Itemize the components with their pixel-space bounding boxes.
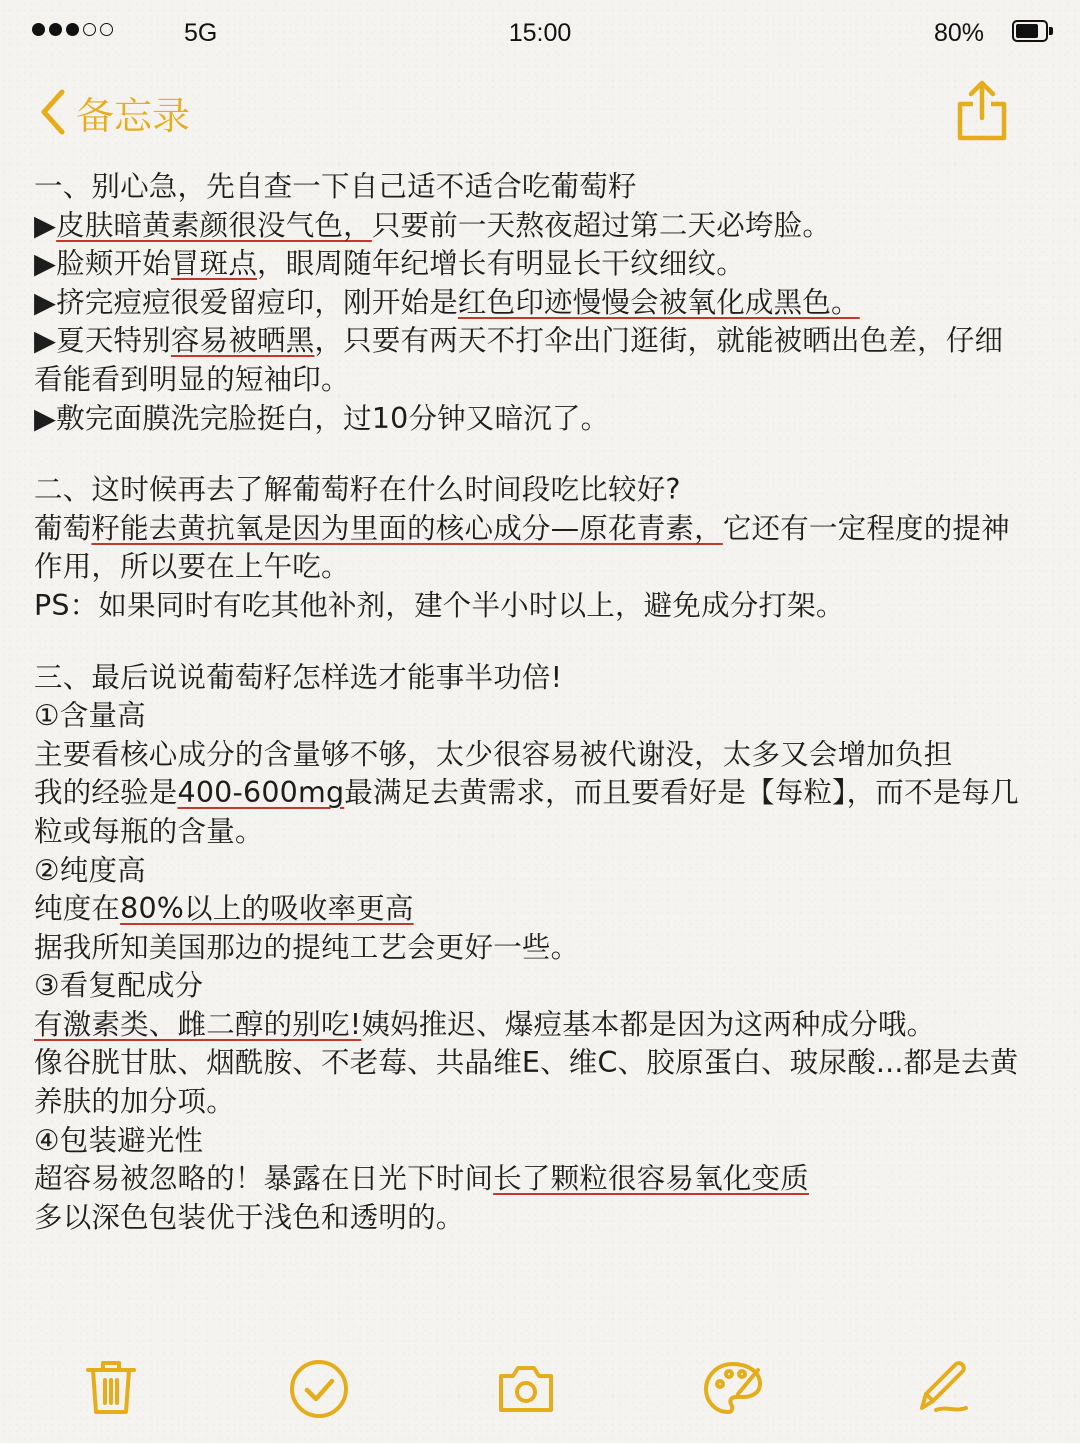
trash-icon [76,1350,146,1430]
note-line [34,929,1054,968]
underlined-text: 400-600mg [177,776,345,810]
back-button[interactable] [36,80,190,144]
back-label: 备忘录 [76,93,191,138]
bottom-toolbar [0,1350,1080,1430]
note-text: 看能看到明显的短袖印。 [34,362,350,396]
note-line [34,1122,1054,1161]
status-bar [0,0,1080,64]
note-text: ④包装避光性 [34,1123,204,1157]
note-line [34,1006,1054,1045]
underlined-text: 长了颗粒很容易氧化变质 [493,1162,809,1196]
note-text: 养肤的加分项。 [34,1085,235,1119]
note-text: 作用，所以要在上午吃。 [34,550,350,584]
note-text: 二、这时候再去了解葡萄籽在什么时间段吃比较好? [34,473,681,507]
note-line [34,361,1054,400]
network-type: 5G [184,19,218,47]
note-text: 据我所知美国那边的提纯工艺会更好一些。 [34,930,580,964]
note-line [34,890,1054,929]
note-line [34,1160,1054,1199]
note-line [34,813,1054,852]
note-text: 多以深色包装优于浅色和透明的。 [34,1200,465,1234]
underlined-text: 容易被晒黑 [170,324,315,358]
note-text: 一、别心急，先自查一下自己适不适合吃葡萄籽 [34,170,637,203]
note-text: 葡萄 [34,511,92,545]
note-text: 只要前一天熬夜超过第二天必垮脸。 [371,208,832,242]
note-text: ①含量高 [34,699,146,733]
battery-percentage: 80% [933,19,984,47]
camera-button[interactable] [491,1350,561,1430]
note-text: ②纯度高 [34,853,146,887]
note-text: 姨妈推迟、爆痘基本都是因为这两种成分哦。 [361,1007,936,1041]
note-line [34,168,1054,207]
note-line [34,1083,1054,1122]
camera-icon [491,1350,561,1430]
note-line [34,245,1054,284]
note-text: ，只要有两天不打伞出门逛街，就能被晒出色差，仔细 [314,324,1004,358]
note-line [34,659,1054,698]
palette-icon [698,1350,768,1430]
underlined-text: 籽能去黄抗氧是因为里面的核心成分—原花青素， [91,511,723,545]
underlined-text: 80%以上的吸收率更高 [120,892,414,926]
chevron-left-icon [36,86,70,138]
paragraph-gap [34,438,1054,471]
note-text: 它还有一定程度的提神 [722,511,1010,545]
note-text: ▶敷完面膜洗完脸挺白，过10分钟又暗沉了。 [34,401,610,435]
paragraph-gap [34,626,1054,659]
note-line [34,587,1054,626]
note-text: 主要看核心成分的含量够不够，太少很容易被代谢没，太多又会增加负担 [34,737,953,771]
battery-icon [1012,20,1054,42]
note-line [34,736,1054,775]
underlined-text: 有激素类、雌二醇的别吃! [34,1007,362,1041]
note-line [34,1044,1054,1083]
note-text: ，眼周随年纪增长有明显长干纹细纹。 [257,247,745,281]
note-line [34,510,1054,549]
pen-icon [906,1350,976,1430]
checklist-icon [284,1350,354,1430]
share-button[interactable] [954,78,1010,142]
checklist-button[interactable] [284,1350,354,1430]
underlined-text: 冒斑点 [170,247,258,281]
note-text: 粒或每瓶的含量。 [34,814,264,848]
underlined-text: 皮肤暗黄素颜很没气色， [56,208,372,242]
note-text: 三、最后说说葡萄籽怎样选才能事半功倍! [34,660,563,694]
note-line [34,852,1054,891]
note-text: ③看复配成分 [34,969,204,1003]
note-text: 最满足去黄需求，而且要看好是【每粒】，而不是每几 [344,776,1019,810]
note-line [34,322,1054,361]
delete-button[interactable] [76,1350,146,1430]
compose-button[interactable] [906,1350,976,1430]
note-line [34,471,1054,510]
underlined-text: 红色印迹慢慢会被氧化成黑色。 [457,285,860,319]
note-text: ▶夏天特别 [34,324,171,358]
note-line [34,284,1054,323]
note-text: ▶ [34,208,57,242]
note-body[interactable] [34,168,1054,1237]
note-text: 超容易被忽略的！暴露在日光下时间 [34,1162,494,1196]
note-text: ▶挤完痘痘很爱留痘印，刚开始是 [34,285,458,319]
note-line [34,400,1054,439]
note-text: 我的经验是 [34,776,178,810]
note-text: ▶脸颊开始 [34,247,171,281]
note-line [34,697,1054,736]
note-line [34,1199,1054,1238]
note-text: 像谷胱甘肽、烟酰胺、不老莓、共晶维E、维C、胶原蛋白、玻尿酸...都是去黄 [34,1046,1019,1080]
note-text: PS：如果同时有吃其他补剂，建个半小时以上，避免成分打架。 [34,588,845,622]
note-line [34,207,1054,246]
note-text: 纯度在 [34,892,121,926]
palette-button[interactable] [698,1350,768,1430]
clock: 15:00 [508,19,572,47]
share-icon [954,78,1010,142]
note-line [34,774,1054,813]
note-line [34,967,1054,1006]
note-line [34,548,1054,587]
